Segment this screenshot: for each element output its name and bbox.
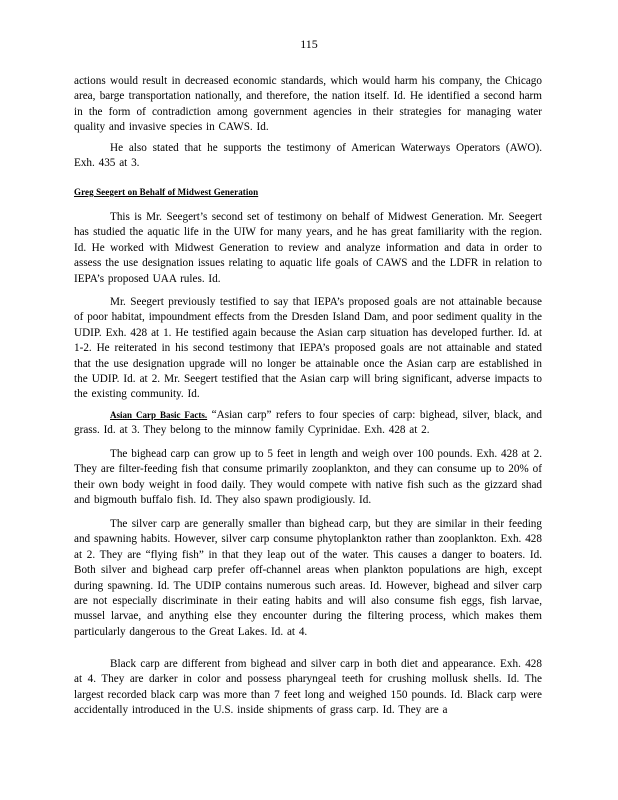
section-heading: Greg Seegert on Behalf of Midwest Generation: [74, 187, 259, 197]
paragraph-seegert-testimony: Mr. Seegert previously testified to say that IEPA’s proposed goals are not attainable because of poor habitat, impoundment effects from the Dresden Island Dam, and poor sediment quality in the UDIP. Exh. 428 at 1. He testified again because the Asian carp situation has developed further. Id. at 1-2. He reiterated in his second testimony that IEPA’s proposed goals are not attainable and stated that the use designation upgrade will no longer be attainable once the Asian carp are established in the UDIP. Id. at 2. Mr. Seegert testified that the Asian carp will bring significant, adverse impacts to the existing community. Id.: [74, 296, 542, 401]
paragraph-asian-carp-text: “Asian carp” refers to four species of carp: bighead, silver, black, and grass. Id. at 3. They belong to the minnow family Cyprinidae. Exh. 428 at 2.: [74, 409, 542, 437]
paragraph-black-carp: Black carp are different from bighead and silver carp in both diet and appearance. Exh. 428 at 4. They are darker in color and possess pharyngeal teeth for crushing mollusk shells. Id. The largest recorded black carp was more than 7 feet long and weighed 150 pounds. Id. Black carp were accidentally introduced in the U.S. inside shipments of grass carp. Id. They are a: [74, 658, 542, 717]
paragraph-silver-carp: The silver carp are generally smaller than bighead carp, but they are similar in their feeding and spawning habits. However, silver carp consume phytoplankton rather than zooplankton. Exh. 428 at 2. They are “flying fish” in that they leap out of the water. This causes a danger to boaters. Id. Both silver and bighead carp prefer off-channel areas when plankton populations are high, except during spawning. Id. The UDIP contains numerous such areas. Id. However, bighead and silver carp are not especially discriminate in their eating habits and will also consume fish eggs, fish larvae, mussel larvae, and anything else they encounter during the filtering process, which makes them particularly dangerous to the Great Lakes. Id. at 4.: [74, 518, 542, 638]
paragraph-asian-carp-facts: [74, 408, 542, 439]
paragraph-bighead-carp: The bighead carp can grow up to 5 feet in length and weigh over 100 pounds. Exh. 428 at 2. They are filter-feeding fish that consume primarily zooplankton, and they can consume up to 20% of their own body weight in food daily. They would compete with native fish such as the gizzard shad and bigmouth buffalo fish. Id. They also spawn prodigiously. Id.: [74, 448, 542, 507]
paragraph-seegert-intro: This is Mr. Seegert’s second set of testimony on behalf of Midwest Generation. Mr. Seegert has studied the aquatic life in the UIW for many years, and he has great familiarity with the region. Id. He worked with Midwest Generation to review and analyze information and data in order to assess the use designation issues relating to aquatic life goals of CAWS and the LDFR in relation to IEPA’s proposed UAA rules. Id.: [74, 211, 542, 285]
page-number: 115: [300, 37, 318, 51]
subheading: Asian Carp Basic Facts.: [110, 410, 208, 420]
paragraph-awo-support: He also stated that he supports the testimony of American Waterways Operators (AWO). Exh. 435 at 3.: [74, 142, 542, 170]
paragraph-continuation: actions would result in decreased economic standards, which would harm his company, the Chicago area, barge transportation nationally, and therefore, the nation itself. Id. He identified a second harm in the form of contradiction among government agencies in their strategies for managing water quality and invasive species in CAWS. Id.: [74, 75, 542, 134]
